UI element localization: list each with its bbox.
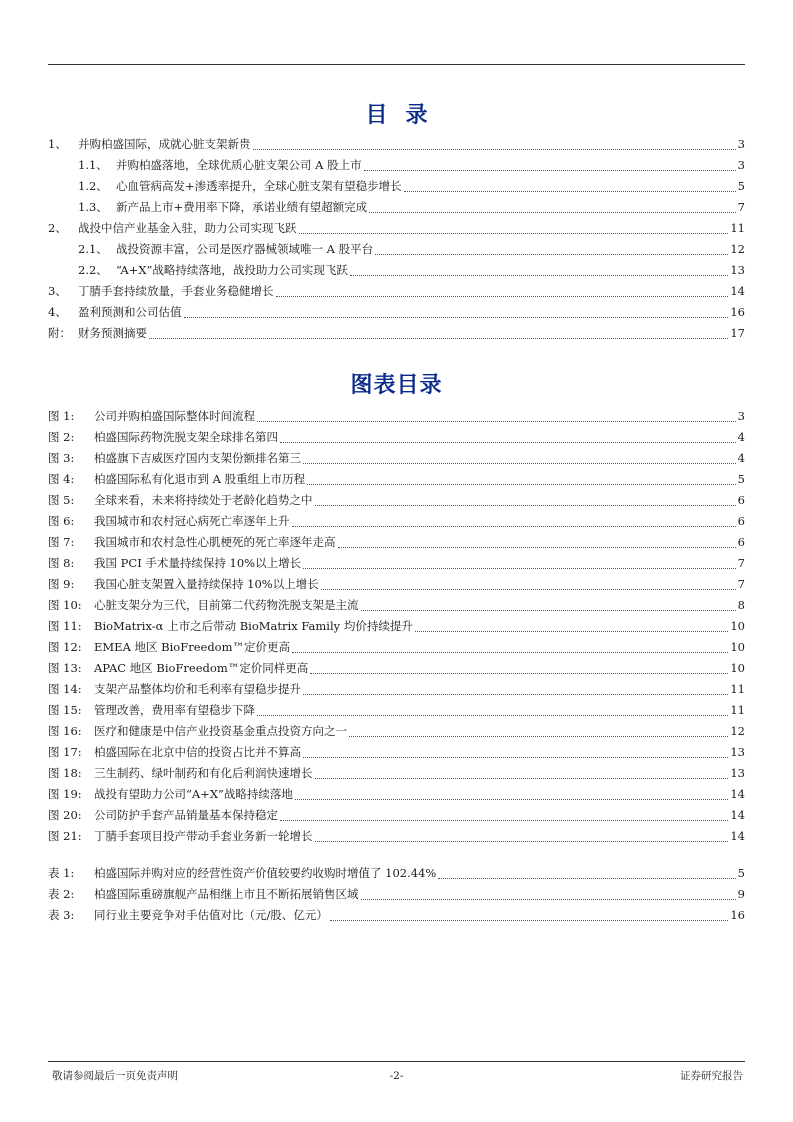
dot-leader bbox=[149, 338, 728, 339]
figure-entry[interactable] bbox=[48, 406, 745, 427]
toc-entry-text: 并购柏盛国际，成就心脏支架新贵 bbox=[78, 137, 251, 151]
toc-entry-page: 3 bbox=[737, 137, 745, 151]
table-number: 表 2: bbox=[48, 887, 75, 901]
figure-text: 我国城市和农村急性心肌梗死的死亡率逐年走高 bbox=[94, 535, 336, 549]
table-list bbox=[48, 863, 745, 926]
figure-number: 图 4: bbox=[48, 472, 75, 486]
figure-entry[interactable] bbox=[48, 805, 745, 826]
toc-entry-number: 4、 bbox=[48, 305, 67, 319]
figure-entry[interactable] bbox=[48, 427, 745, 448]
toc-entry-text: 财务预测摘要 bbox=[78, 326, 147, 340]
figure-page: 4 bbox=[737, 430, 745, 444]
figure-entry[interactable] bbox=[48, 637, 745, 658]
figure-page: 4 bbox=[737, 451, 745, 465]
dot-leader bbox=[295, 799, 728, 800]
dot-leader bbox=[361, 610, 736, 611]
figure-page: 13 bbox=[730, 745, 745, 759]
figure-entry[interactable] bbox=[48, 826, 745, 847]
dot-leader bbox=[315, 505, 736, 506]
toc-entry[interactable] bbox=[48, 176, 745, 197]
dot-leader bbox=[375, 254, 728, 255]
figure-page: 14 bbox=[730, 808, 745, 822]
dot-leader bbox=[310, 673, 728, 674]
figure-text: 我国心脏支架置入量持续保持 10%以上增长 bbox=[94, 577, 319, 591]
figure-page: 10 bbox=[730, 619, 745, 633]
toc-entry-text: 并购柏盛落地，全球优质心脏支架公司 A 股上市 bbox=[116, 158, 362, 172]
figure-text: 全球来看，未来将持续处于老龄化趋势之中 bbox=[94, 493, 313, 507]
figure-entry[interactable] bbox=[48, 553, 745, 574]
table-number: 表 3: bbox=[48, 908, 75, 922]
table-number: 表 1: bbox=[48, 866, 75, 880]
figure-text: 柏盛国际药物洗脱支架全球排名第四 bbox=[94, 430, 278, 444]
dot-leader bbox=[299, 233, 729, 234]
dot-leader bbox=[292, 526, 736, 527]
toc-entry[interactable] bbox=[48, 302, 745, 323]
figure-number: 图 15: bbox=[48, 703, 82, 717]
figure-entry[interactable] bbox=[48, 490, 745, 511]
toc-entry[interactable] bbox=[48, 260, 745, 281]
toc-entry-text: 新产品上市+费用率下降，承诺业绩有望超额完成 bbox=[116, 200, 368, 214]
figure-text: 医疗和健康是中信产业投资基金重点投资方向之一 bbox=[94, 724, 347, 738]
dot-leader bbox=[257, 715, 728, 716]
toc-entry-number: 附： bbox=[48, 326, 71, 340]
disclaimer-note: 敬请参阅最后一页免责声明 bbox=[52, 1070, 178, 1082]
dot-leader bbox=[438, 878, 735, 879]
dot-leader bbox=[303, 463, 736, 464]
figure-page: 6 bbox=[737, 514, 745, 528]
toc-entry-number: 2、 bbox=[48, 221, 67, 235]
figure-entry[interactable] bbox=[48, 448, 745, 469]
figure-number: 图 10: bbox=[48, 598, 82, 612]
toc-entry-number: 1.2、 bbox=[78, 179, 108, 193]
dot-leader bbox=[280, 442, 736, 443]
figure-number: 图 19: bbox=[48, 787, 82, 801]
figure-text: 三生制药、绿叶制药和有化后利润快速增长 bbox=[94, 766, 313, 780]
figure-entry[interactable] bbox=[48, 469, 745, 490]
figure-text: 公司防护手套产品销量基本保持稳定 bbox=[94, 808, 278, 822]
figure-number: 图 2: bbox=[48, 430, 75, 444]
figure-entry[interactable] bbox=[48, 679, 745, 700]
toc-entry-number: 1.1、 bbox=[78, 158, 108, 172]
footer-rule bbox=[48, 1061, 745, 1062]
toc-entry-text: 盈利预测和公司估值 bbox=[78, 305, 182, 319]
figure-entry[interactable] bbox=[48, 595, 745, 616]
figure-number: 图 11: bbox=[48, 619, 82, 633]
figure-text: APAC 地区 BioFreedom™定价同样更高 bbox=[94, 661, 309, 675]
toc-entry[interactable] bbox=[48, 197, 745, 218]
dot-leader bbox=[253, 149, 736, 150]
figure-number: 图 5: bbox=[48, 493, 75, 507]
dot-leader bbox=[349, 736, 728, 737]
dot-leader bbox=[315, 841, 729, 842]
figure-number: 图 18: bbox=[48, 766, 82, 780]
figure-number: 图 7: bbox=[48, 535, 75, 549]
figure-number: 图 3: bbox=[48, 451, 75, 465]
dot-leader bbox=[276, 296, 729, 297]
page-number: -2- bbox=[389, 1070, 404, 1082]
toc-entry-page: 12 bbox=[730, 242, 745, 256]
figure-page: 11 bbox=[730, 682, 745, 696]
figure-page: 7 bbox=[737, 577, 745, 591]
toc-entry[interactable] bbox=[48, 281, 745, 302]
header-rule bbox=[48, 64, 745, 65]
toc-entry[interactable] bbox=[48, 155, 745, 176]
figure-text: 心脏支架分为三代，目前第二代药物洗脱支架是主流 bbox=[94, 598, 359, 612]
figure-number: 图 12: bbox=[48, 640, 82, 654]
figure-entry[interactable] bbox=[48, 763, 745, 784]
toc-entry-text: 战投中信产业基金入驻，助力公司实现飞跃 bbox=[78, 221, 297, 235]
table-page: 9 bbox=[737, 887, 745, 901]
table-page: 16 bbox=[730, 908, 745, 922]
dot-leader bbox=[184, 317, 729, 318]
toc-entry-text: 战投资源丰富，公司是医疗器械领域唯一 A 股平台 bbox=[116, 242, 374, 256]
toc-entry[interactable] bbox=[48, 323, 745, 344]
dot-leader bbox=[257, 421, 736, 422]
figure-text: 丁腈手套项目投产带动手套业务新一轮增长 bbox=[94, 829, 313, 843]
figure-text: 支架产品整体均价和毛利率有望稳步提升 bbox=[94, 682, 301, 696]
toc-entry-text: 心血管病高发+渗透率提升，全球心脏支架有望稳步增长 bbox=[116, 179, 402, 193]
toc-title: 目录 bbox=[365, 102, 446, 128]
toc-entry-number: 2.2、 bbox=[78, 263, 108, 277]
dot-leader bbox=[338, 547, 736, 548]
toc-entry-page: 16 bbox=[730, 305, 745, 319]
toc-entry-text: 丁腈手套持续放量，手套业务稳健增长 bbox=[78, 284, 274, 298]
toc-entry[interactable] bbox=[48, 134, 745, 155]
dot-leader bbox=[303, 757, 728, 758]
figure-text: 战投有望助力公司“A+X”战略持续落地 bbox=[94, 787, 293, 801]
figure-number: 图 14: bbox=[48, 682, 82, 696]
dot-leader bbox=[303, 568, 736, 569]
figure-entry[interactable] bbox=[48, 532, 745, 553]
figure-number: 图 8: bbox=[48, 556, 75, 570]
dot-leader bbox=[315, 778, 729, 779]
dot-leader bbox=[361, 899, 736, 900]
toc-entry-number: 2.1、 bbox=[78, 242, 108, 256]
dot-leader bbox=[364, 170, 736, 171]
table-entry[interactable] bbox=[48, 905, 745, 926]
figure-text: 我国城市和农村冠心病死亡率逐年上升 bbox=[94, 514, 290, 528]
toc-entry-page: 7 bbox=[737, 200, 745, 214]
figure-number: 图 20: bbox=[48, 808, 82, 822]
dot-leader bbox=[292, 652, 728, 653]
dot-leader bbox=[350, 275, 728, 276]
toc-entry-page: 17 bbox=[730, 326, 745, 340]
table-text: 柏盛国际并购对应的经营性资产价值较要约收购时增值了 102.44% bbox=[94, 866, 437, 880]
figure-page: 7 bbox=[737, 556, 745, 570]
figure-text: 柏盛国际私有化退市到 A 股重组上市历程 bbox=[94, 472, 306, 486]
table-entry[interactable] bbox=[48, 863, 745, 884]
table-entry[interactable] bbox=[48, 884, 745, 905]
figure-number: 图 6: bbox=[48, 514, 75, 528]
figure-entry[interactable] bbox=[48, 574, 745, 595]
figure-page: 12 bbox=[730, 724, 745, 738]
toc-entry[interactable] bbox=[48, 218, 745, 239]
dot-leader bbox=[307, 484, 736, 485]
figure-page: 13 bbox=[730, 766, 745, 780]
figure-page: 3 bbox=[737, 409, 745, 423]
table-page: 5 bbox=[737, 866, 745, 880]
figure-page: 10 bbox=[730, 640, 745, 654]
figure-text: 我国 PCI 手术量持续保持 10%以上增长 bbox=[94, 556, 302, 570]
figure-text: EMEA 地区 BioFreedom™定价更高 bbox=[94, 640, 291, 654]
toc-entry-page: 5 bbox=[737, 179, 745, 193]
toc-entry-number: 3、 bbox=[48, 284, 67, 298]
figure-number: 图 1: bbox=[48, 409, 75, 423]
figure-page: 14 bbox=[730, 829, 745, 843]
figure-text: 柏盛旗下吉威医疗国内支架份额排名第三 bbox=[94, 451, 301, 465]
figure-entry[interactable] bbox=[48, 511, 745, 532]
dot-leader bbox=[303, 694, 728, 695]
figure-page: 10 bbox=[730, 661, 745, 675]
figure-page: 11 bbox=[730, 703, 745, 717]
dot-leader bbox=[330, 920, 728, 921]
figure-list bbox=[48, 406, 745, 847]
figure-entry[interactable] bbox=[48, 742, 745, 763]
figure-text: 管理改善，费用率有望稳步下降 bbox=[94, 703, 255, 717]
toc-entry-number: 1.3、 bbox=[78, 200, 108, 214]
figure-text: 柏盛国际在北京中信的投资占比并不算高 bbox=[94, 745, 301, 759]
toc-entry-page: 3 bbox=[737, 158, 745, 172]
toc-entry[interactable] bbox=[48, 239, 745, 260]
figure-page: 8 bbox=[737, 598, 745, 612]
figure-page: 6 bbox=[737, 535, 745, 549]
figure-number: 图 13: bbox=[48, 661, 82, 675]
figure-number: 图 16: bbox=[48, 724, 82, 738]
figure-number: 图 21: bbox=[48, 829, 82, 843]
dot-leader bbox=[280, 820, 728, 821]
toc-entry-number: 1、 bbox=[48, 137, 67, 151]
figure-number: 图 9: bbox=[48, 577, 75, 591]
figure-entry[interactable] bbox=[48, 658, 745, 679]
dot-leader bbox=[369, 212, 736, 213]
figure-text: 公司并购柏盛国际整体时间流程 bbox=[94, 409, 255, 423]
figure-text: BioMatrix-α 上市之后带动 BioMatrix Family 均价持续提升 bbox=[94, 619, 413, 633]
figure-entry[interactable] bbox=[48, 784, 745, 805]
toc-entry-text: “A+X”战略持续落地，战投助力公司实现飞跃 bbox=[116, 263, 348, 277]
figure-number: 图 17: bbox=[48, 745, 82, 759]
dot-leader bbox=[321, 589, 736, 590]
dot-leader bbox=[415, 631, 729, 632]
table-text: 同行业主要竞争对手估值对比（元/股、亿元） bbox=[94, 908, 328, 922]
figure-entry[interactable] bbox=[48, 616, 745, 637]
figure-entry[interactable] bbox=[48, 700, 745, 721]
report-type: 证券研究报告 bbox=[680, 1070, 743, 1082]
figure-page: 6 bbox=[737, 493, 745, 507]
dot-leader bbox=[404, 191, 736, 192]
figures-title: 图表目录 bbox=[350, 372, 443, 398]
figure-page: 14 bbox=[730, 787, 745, 801]
figure-page: 5 bbox=[737, 472, 745, 486]
toc-entry-page: 11 bbox=[730, 221, 745, 235]
toc-entry-page: 14 bbox=[730, 284, 745, 298]
toc-list bbox=[48, 134, 745, 344]
figure-entry[interactable] bbox=[48, 721, 745, 742]
toc-entry-page: 13 bbox=[730, 263, 745, 277]
table-text: 柏盛国际重磅旗舰产品相继上市且不断拓展销售区域 bbox=[94, 887, 359, 901]
